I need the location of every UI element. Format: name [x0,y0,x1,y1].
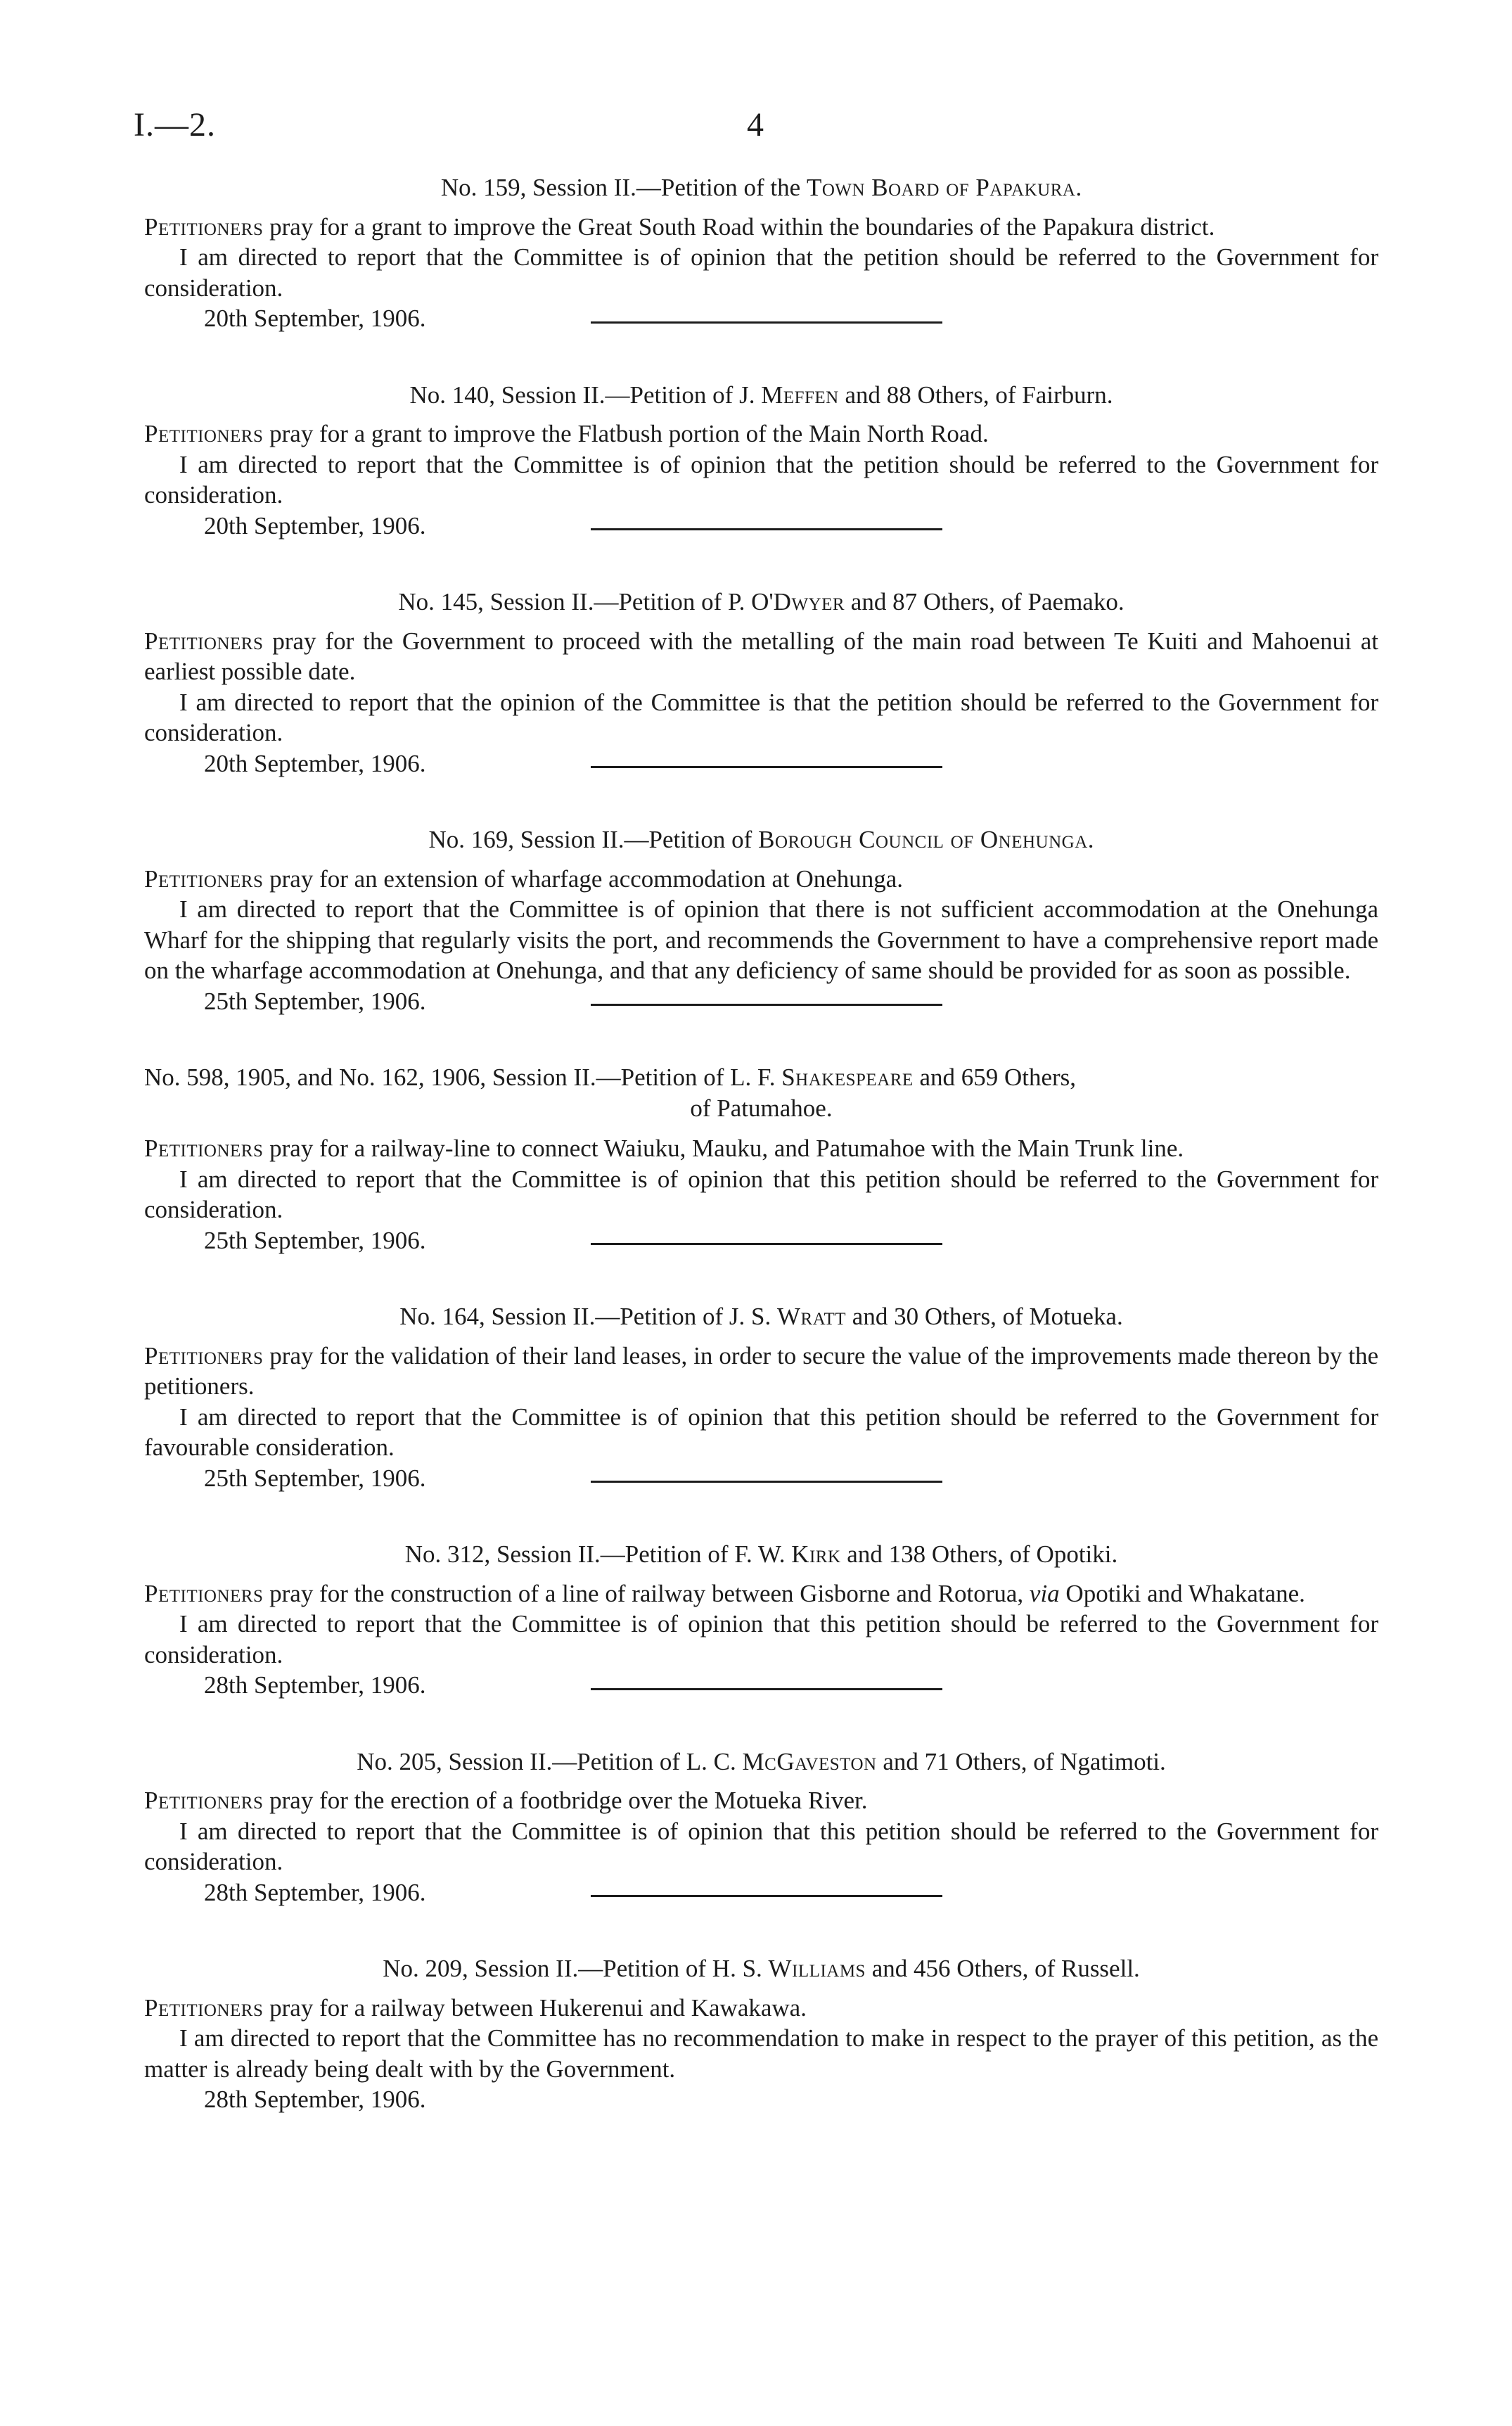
petition-prayer: Petitioners pray for a grant to improve the Great South Road within the boundaries of the Papakura district. [144,212,1215,241]
petitioner-name: McGaveston [742,1747,877,1775]
petition-prayer: Petitioners pray for the Government to proceed with the metalling of the main road between Te Kuiti and Mahoenui at earliest possible date. [144,627,1378,685]
petitioner-name: Wratt [776,1303,847,1330]
section-divider [591,321,942,324]
petitioner-name: Town Board of Papakura [806,174,1076,201]
report-date: 28th September, 1906. [204,2086,426,2113]
petition-prayer: Petitioners pray for a railway-line to connect Waiuku, Mauku, and Patumahoe with the Main Trunk line. [144,1135,1184,1162]
committee-report: I am directed to report that the Committee is of opinion that this petition should be referred to the Government for favourable consideration. [144,1403,1378,1461]
petition-entry [144,1301,1378,1493]
page-number: 4 [747,106,764,143]
petitioner-name: Kirk [791,1540,841,1568]
report-date: 25th September, 1906. [204,987,426,1015]
report-date: 28th September, 1906. [204,1671,426,1699]
section-divider [591,1481,942,1483]
petitioner-name: Shakespeare [781,1064,914,1091]
petition-prayer: Petitioners pray for a grant to improve the Flatbush portion of the Main North Road. [144,420,989,447]
petition-heading: No. 145, Session II.—Petition of P. O'Dwyer and 87 Others, of Paemako. [398,588,1125,615]
petitioner-name: Williams [768,1955,866,1982]
petition-heading: No. 164, Session II.—Petition of J. S. Wratt and 30 Others, of Motueka. [399,1303,1123,1330]
petition-prayer: Petitioners pray for the validation of their land leases, in order to secure the value of the improvements made thereon by the petitioners. [144,1341,1378,1400]
report-date: 20th September, 1906. [204,305,426,332]
section-divider [591,766,942,768]
report-date: 20th September, 1906. [204,749,426,777]
petitions-list [144,172,1378,2115]
petition-heading: No. 312, Session II.—Petition of F. W. Kirk and 138 Others, of Opotiki. [404,1540,1118,1568]
petition-heading: No. 159, Session II.—Petition of the Town Board of Papakura. [440,174,1082,201]
committee-report: I am directed to report that the Committee is of opinion that this petition should be referred to the Government for consideration. [144,1165,1378,1223]
petition-entry [144,1062,1378,1256]
petition-prayer: Petitioners pray for the erection of a footbridge over the Motueka River. [144,1787,868,1814]
report-date: 25th September, 1906. [204,1226,426,1254]
committee-report: I am directed to report that the Committee is of opinion that the petition should be referred to the Government for consideration. [144,243,1378,302]
petition-entry [144,1747,1378,1908]
committee-report: I am directed to report that the Committee is of opinion that this petition should be referred to the Government for consideration. [144,1817,1378,1875]
committee-report: I am directed to report that the Committee is of opinion that this petition should be referred to the Government for consideration. [144,1610,1378,1668]
report-date: 20th September, 1906. [204,511,426,540]
document-reference: I.—2. [134,106,216,143]
section-divider [591,1004,942,1006]
petition-heading: No. 140, Session II.—Petition of J. Meffen and 88 Others, of Fairburn. [409,381,1113,409]
petition-prayer: Petitioners pray for a railway between Hukerenui and Kawakawa. [144,1993,807,2022]
section-divider [591,528,942,530]
committee-report: I am directed to report that the Committee is of opinion that the petition should be referred to the Government for consideration. [144,450,1378,509]
committee-report: I am directed to report that the Committee has no recommendation to make in respect to the prayer of this petition, as the matter is already being dealt with by the Government. [144,2024,1378,2083]
petition-heading: No. 209, Session II.—Petition of H. S. Williams and 456 Others, of Russell. [383,1955,1140,1982]
petition-prayer: Petitioners pray for an extension of wharfage accommodation at Onehunga. [144,864,904,893]
petition-entry [144,380,1378,542]
petition-entry [144,172,1378,334]
petition-entry [144,587,1378,779]
petitioner-name: Dwyer [773,588,845,615]
petition-entry [144,824,1378,1016]
petitioner-name: Meffen [761,381,839,409]
petition-heading: No. 205, Session II.—Petition of L. C. McGaveston and 71 Others, of Ngatimoti. [357,1747,1166,1775]
petition-entry [144,1953,1378,2115]
section-divider [591,1243,942,1245]
report-date: 28th September, 1906. [204,1878,426,1906]
section-divider [591,1688,942,1690]
petitioner-name: Borough Council of Onehunga [758,826,1088,853]
petition-heading: No. 169, Session II.—Petition of Borough Council of Onehunga. [428,826,1094,853]
petition-prayer: Petitioners pray for the construction of a line of railway between Gisborne and Rotorua, via Opotiki and Whakatane. [144,1579,1305,1607]
section-divider [591,1895,942,1897]
report-date: 25th September, 1906. [204,1464,426,1492]
committee-report: I am directed to report that the Committee is of opinion that there is not sufficient accommodation at the Onehunga Wharf for the shipping that regularly visits the port, and recommends the Government to have a comprehensive report made on the wharfage accommodation at Onehunga, and that any deficiency of same should be provided for as soon as possible. [144,895,1378,984]
committee-report: I am directed to report that the opinion of the Committee is that the petition should be referred to the Government for consideration. [144,688,1378,746]
petition-entry [144,1539,1378,1701]
petition-heading: No. 598, 1905, and No. 162, 1906, Session II.—Petition of L. F. Shakespeare and 659 Others, of Patumahoe. [144,1064,1077,1122]
